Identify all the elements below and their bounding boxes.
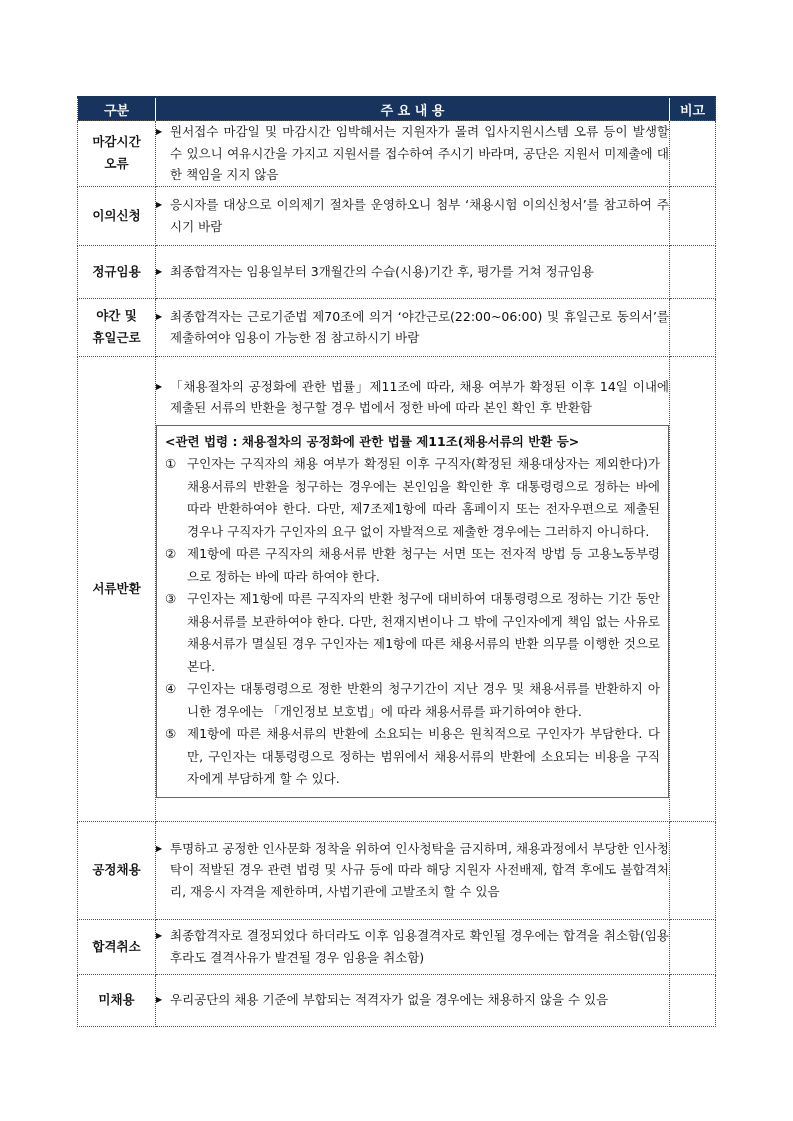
law-item-number: ③ bbox=[165, 591, 177, 606]
header-category: 구분 bbox=[78, 97, 156, 121]
category-line: 휴일근로 bbox=[92, 330, 141, 345]
category-line: 오류 bbox=[104, 156, 129, 172]
bullet-item: ▶ 응시자를 대상으로 이의제기 절차를 운영하오니 첨부 ‘채용시험 이의신청서’를 참고하여 주시기 바람 bbox=[156, 194, 669, 237]
law-item-number: ① bbox=[165, 456, 177, 471]
law-item-text: 구인자는 제1항에 따른 구직자의 반환 청구에 대비하여 대통령령으로 정하는 기간 동안 채용서류를 보관하여야 한다. 다만, 천재지변이나 그 밖에 구인자에게 책임 없는 사유로 채용서류가 멸실된 경우 구인자는 제1항에 따른 채용서류의 반환 의무를 이행한 것으로 본다. bbox=[187, 591, 660, 674]
law-item bbox=[165, 543, 660, 588]
category-line: 이의신청 bbox=[92, 207, 141, 223]
triangle-right-icon: ▶ bbox=[156, 200, 163, 209]
triangle-right-icon: ▶ bbox=[156, 266, 163, 276]
table-row bbox=[78, 245, 716, 298]
law-item-number: ④ bbox=[165, 681, 177, 696]
triangle-right-icon: ▶ bbox=[156, 381, 163, 391]
row-note bbox=[670, 121, 716, 187]
law-item bbox=[165, 678, 660, 723]
row-note bbox=[670, 186, 716, 245]
row-category bbox=[78, 974, 156, 1026]
law-item-number: ⑤ bbox=[165, 726, 177, 741]
table-row bbox=[78, 121, 716, 187]
bullet-item: ▶ 원서접수 마감일 및 마감시간 임박해서는 지원자가 몰려 입사지원시스템 오류 등이 발생할 수 있으니 여유시간을 가지고 지원서를 접수하여 주시기 바라며, 공단은 지원서 미제출에 대한 책임을 지지 않음 bbox=[156, 121, 669, 186]
table-row bbox=[78, 919, 716, 974]
bullet-item: ▶ 최종합격자는 임용일부터 3개월간의 수습(시용)기간 후, 평가를 거쳐 정규임용 bbox=[156, 261, 669, 283]
row-content bbox=[156, 974, 670, 1026]
row-category bbox=[78, 919, 156, 974]
bullet-item: ▶ 「채용절차의 공정화에 관한 법률」제11조에 따라, 채용 여부가 확정된 이후 14일 이내에 제출된 서류의 반환을 청구할 경우 법에서 정한 바에 따라 본인 확인 후 반환함 bbox=[156, 376, 669, 419]
triangle-right-icon: ▶ bbox=[156, 931, 163, 940]
row-content bbox=[156, 821, 670, 919]
row-content bbox=[156, 121, 670, 187]
bullet-item: ▶ 투명하고 공정한 인사문화 정착을 위하여 인사청탁을 금지하며, 채용과정에서 부당한 인사청탁이 적발된 경우 관련 법령 및 사규 등에 따라 해당 지원자 사전배제, 합격 후에도 불합격처리, 재응시 자격을 제한하며, 사법기관에 고발조치 할 수 있음 bbox=[156, 838, 669, 903]
category-line: 야간 및 bbox=[96, 308, 137, 323]
header-note: 비고 bbox=[670, 97, 716, 121]
row-content bbox=[156, 298, 670, 356]
bullet-item: ▶ 우리공단의 채용 기준에 부합되는 적격자가 없을 경우에는 채용하지 않을 수 있음 bbox=[156, 989, 669, 1011]
row-category bbox=[78, 121, 156, 187]
table-row bbox=[78, 974, 716, 1026]
category-line: 마감시간 bbox=[92, 134, 141, 150]
table-row bbox=[78, 356, 716, 821]
bullet-item: ▶ 최종합격자로 결정되었다 하더라도 이후 임용결격자로 확인될 경우에는 합격을 취소함(임용 후라도 결격사유가 발견될 경우 임용을 취소함) bbox=[156, 925, 669, 968]
category-line: 정규임용 bbox=[92, 263, 141, 279]
law-item-text: 구인자는 구직자의 채용 여부가 확정된 이후 구직자(확정된 채용대상자는 제외한다)가 채용서류의 반환을 청구하는 경우에는 본인임을 확인한 후 대통령령으로 정하는 바에 따라 반환하여야 한다. 다만, 제7조제1항에 따라 홈페이지 또는 전자우편으로 제출된 경우나 구직자가 구인자의 요구 없이 자발적으로 제출한 경우에는 그러하지 아니하다. bbox=[187, 456, 660, 539]
header-content: 주 요 내 용 bbox=[156, 97, 670, 121]
table-row bbox=[78, 298, 716, 356]
bullet-item: ▶ 최종합격자는 근로기준법 제70조에 의거 ‘야간근로(22:00~06:00) 및 휴일근로 동의서’를 제출하여야 임용이 가능한 점 참고하시기 바람 bbox=[156, 306, 669, 349]
row-category bbox=[78, 298, 156, 356]
law-item-text: 구인자는 대통령령으로 정한 반환의 청구기간이 지난 경우 및 채용서류를 반환하지 아니한 경우에는 「개인정보 보호법」에 따라 채용서류를 파기하여야 한다. bbox=[187, 681, 660, 719]
law-item-text: 제1항에 따른 채용서류의 반환에 소요되는 비용은 원칙적으로 구인자가 부담한다. 다만, 구인자는 대통령령으로 정하는 범위에서 채용서류의 반환에 소요되는 비용을 구직자에게 부담하게 할 수 있다. bbox=[187, 726, 660, 786]
row-category bbox=[78, 245, 156, 298]
triangle-right-icon: ▶ bbox=[156, 995, 163, 1005]
triangle-right-icon: ▶ bbox=[156, 127, 163, 136]
row-note bbox=[670, 919, 716, 974]
law-item-number: ② bbox=[165, 546, 177, 561]
category-line: 서류반환 bbox=[92, 580, 141, 596]
row-content bbox=[156, 186, 670, 245]
row-note bbox=[670, 974, 716, 1026]
law-item bbox=[165, 588, 660, 678]
triangle-right-icon: ▶ bbox=[156, 311, 163, 321]
table-row bbox=[78, 821, 716, 919]
row-content bbox=[156, 356, 670, 821]
row-category bbox=[78, 821, 156, 919]
law-item-text: 제1항에 따른 구직자의 채용서류 반환 청구는 서면 또는 전자적 방법 등 고용노동부령으로 정하는 바에 따라 하여야 한다. bbox=[187, 546, 660, 584]
row-note bbox=[670, 821, 716, 919]
law-item bbox=[165, 723, 660, 791]
category-line: 미채용 bbox=[98, 992, 135, 1007]
row-content bbox=[156, 919, 670, 974]
row-note bbox=[670, 356, 716, 821]
triangle-right-icon: ▶ bbox=[156, 843, 163, 853]
law-item bbox=[165, 453, 660, 543]
row-category bbox=[78, 186, 156, 245]
row-note bbox=[670, 298, 716, 356]
row-category bbox=[78, 356, 156, 821]
row-content bbox=[156, 245, 670, 298]
table-header-row bbox=[78, 97, 716, 121]
category-line: 공정채용 bbox=[92, 862, 141, 877]
table-row bbox=[78, 186, 716, 245]
row-note bbox=[670, 245, 716, 298]
category-line: 합격취소 bbox=[92, 938, 141, 954]
law-title: <관련 법령 : 채용절차의 공정화에 관한 법률 제11조(채용서류의 반환 등> bbox=[165, 433, 580, 449]
law-excerpt-box bbox=[156, 425, 669, 798]
info-table bbox=[77, 96, 716, 1027]
